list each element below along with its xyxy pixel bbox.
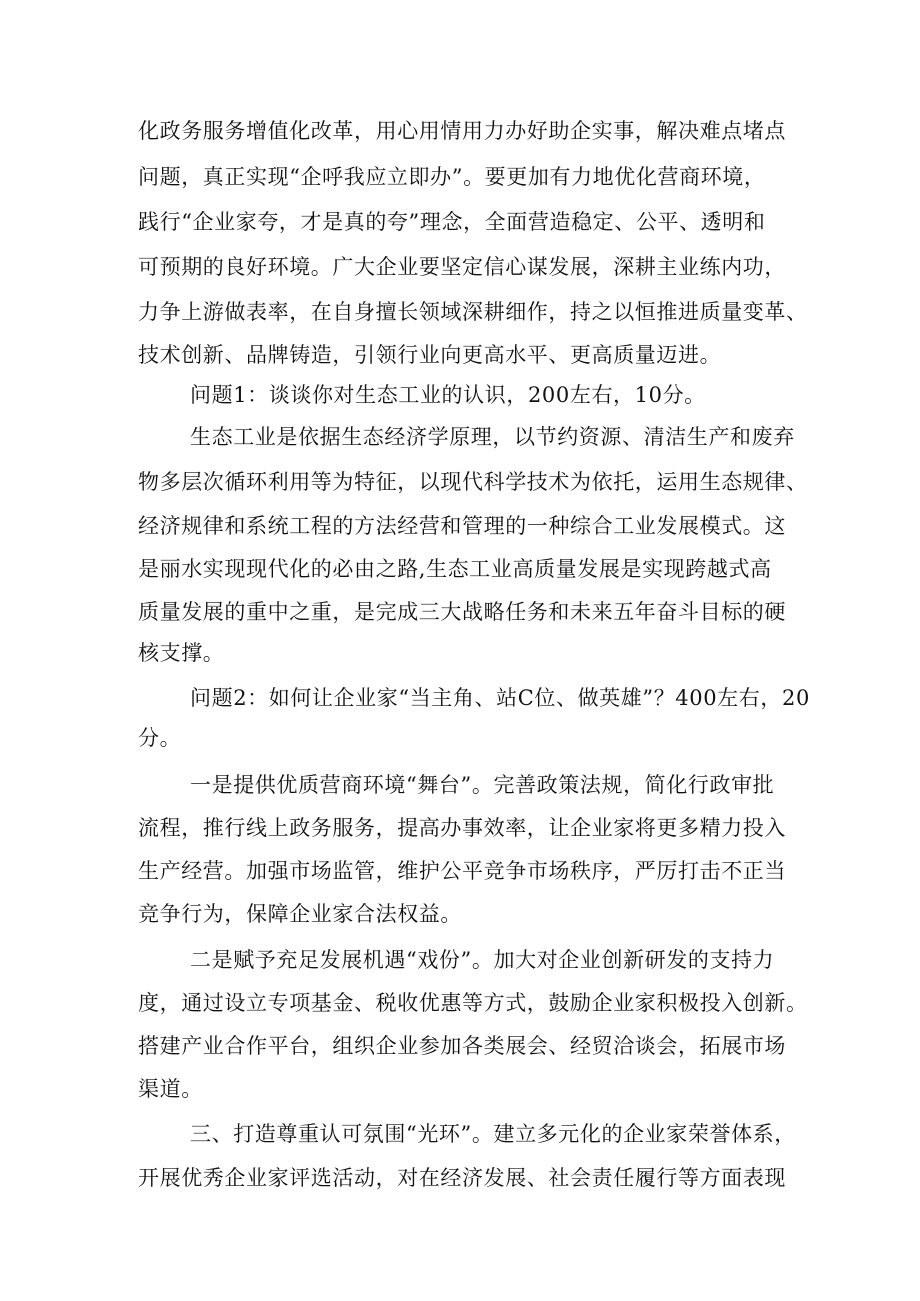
text-line: 生态工业是依据生态经济学原理，以节约资源、清洁生产和废弃 — [190, 425, 795, 449]
text-line: 度，通过设立专项基金、税收优惠等方式，鼓励企业家积极投入创新。 — [138, 991, 808, 1015]
text-line: 渠道。 — [138, 1077, 203, 1101]
question-heading: 问题1：谈谈你对生态工业的认识，200左右，10分。 — [190, 383, 706, 407]
text-line: 物多层次循环利用等为特征，以现代科学技术为依托，运用生态规律、 — [138, 470, 808, 494]
text-line: 践行“企业家夸，才是真的夸”理念，全面营造稳定、公平、透明和 — [138, 210, 766, 234]
text-line: 力争上游做表率，在自身擅长领域深耕细作，持之以恒推进质量变革、 — [138, 300, 808, 324]
text-line: 开展优秀企业家评选活动，对在经济发展、社会责任履行等方面表现 — [138, 1166, 786, 1190]
text-line: 化政务服务增值化改革，用心用情用力办好助企实事，解决难点堵点 — [138, 119, 786, 143]
text-line: 生产经营。加强市场监管，维护公平竞争市场秩序，严厉打击不正当 — [138, 859, 786, 883]
text-line: 技术创新、品牌铸造，引领行业向更高水平、更高质量迈进。 — [138, 343, 722, 367]
question-heading: 问题2：如何让企业家“当主角、站C位、做英雄”？400左右，20 — [190, 686, 810, 710]
text-line: 分。 — [138, 726, 182, 750]
text-line: 流程，推行线上政务服务，提高办事效率，让企业家将更多精力投入 — [138, 816, 786, 840]
text-line: 核支撑。 — [138, 641, 225, 665]
text-line: 质量发展的重中之重，是完成三大战略任务和未来五年奋斗目标的硬 — [138, 600, 786, 624]
text-line: 二是赋予充足发展机遇“戏份”。加大对企业创新研发的支持力 — [190, 948, 775, 972]
text-line: 可预期的良好环境。广大企业要坚定信心谋发展，深耕主业练内功， — [138, 255, 786, 279]
text-line: 搭建产业合作平台，组织企业参加各类展会、经贸洽谈会，拓展市场 — [138, 1034, 786, 1058]
text-line: 问题，真正实现“企呼我应立即办”。要更加有力地优化营商环境， — [138, 165, 766, 189]
text-line: 经济规律和系统工程的方法经营和管理的一种综合工业发展模式。这 — [138, 514, 786, 538]
text-line: 一是提供优质营商环境“舞台”。完善政策法规，简化行政审批 — [190, 773, 775, 797]
text-line: 三、打造尊重认可氛围“光环”。建立多元化的企业家荣誉体系， — [190, 1122, 796, 1146]
text-line: 是丽水实现现代化的必由之路,生态工业高质量发展是实现跨越式高 — [138, 557, 772, 581]
text-line: 竞争行为，保障企业家合法权益。 — [138, 902, 462, 926]
